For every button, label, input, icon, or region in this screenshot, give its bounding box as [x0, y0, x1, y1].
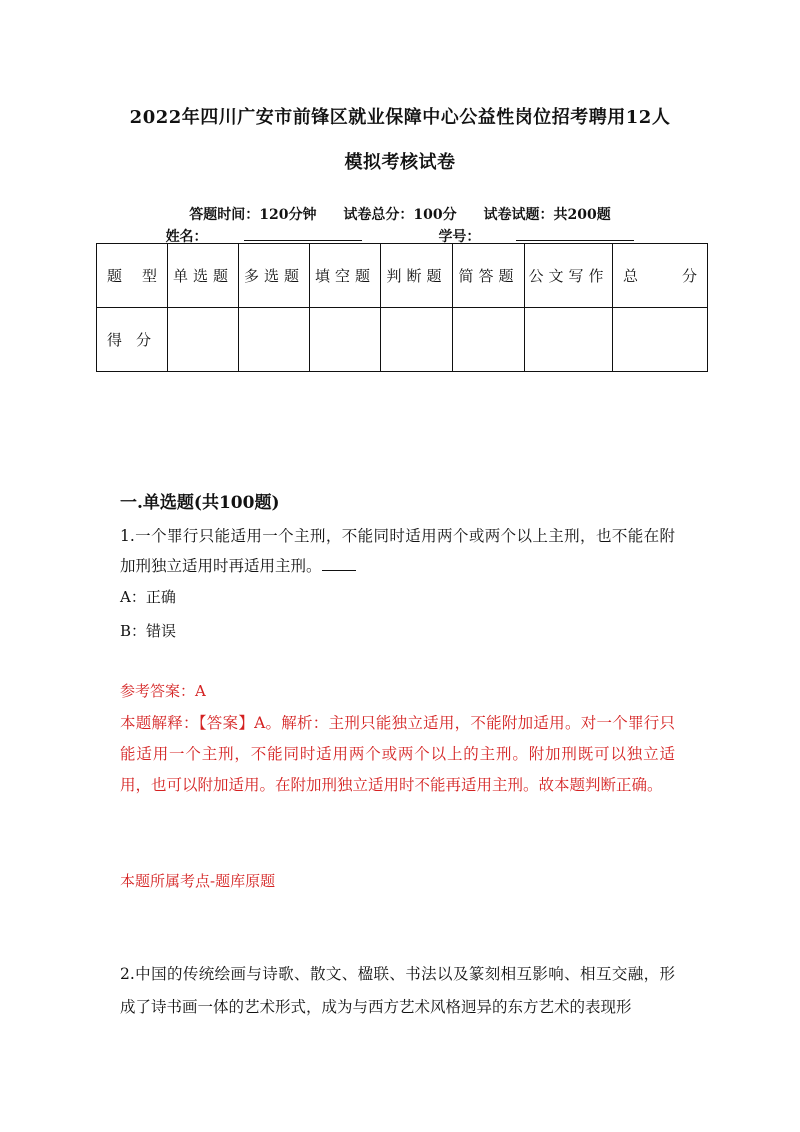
score-cell[interactable]	[381, 308, 453, 372]
score-cell[interactable]	[168, 308, 239, 372]
question-1	[120, 521, 675, 581]
time-info: 答题时间：120分钟	[189, 207, 317, 223]
header-cell: 公文写作	[525, 244, 613, 308]
exam-title-line2: 模拟考核试卷	[344, 152, 456, 173]
total-header-cell: 总 分	[613, 244, 708, 308]
id-label: 学号：	[438, 229, 481, 245]
answer-explanation: 本题解释：【答案】A。解析：主刑只能独立适用，不能附加适用。对一个罪行只能适用一个主刑，不能同时适用两个或两个以上的主刑。附加刑既可以独立适用，也可以附加适用。在附加刑独立适用时不能再适用主刑。故本题判断正确。	[120, 714, 675, 794]
score-table	[96, 243, 708, 372]
score-cell[interactable]	[613, 308, 708, 372]
score-cell[interactable]	[453, 308, 525, 372]
header-cell: 填空题	[310, 244, 381, 308]
score-cell[interactable]	[239, 308, 310, 372]
name-label: 姓名：	[165, 229, 208, 245]
answer-blank	[322, 556, 356, 571]
total-score-info: 试卷总分：100分	[343, 207, 457, 223]
id-blank	[516, 227, 634, 241]
header-cell: 简答题	[453, 244, 525, 308]
type-header-cell: 题 型	[97, 244, 168, 308]
header-cell: 判断题	[381, 244, 453, 308]
score-table-score-row	[97, 308, 708, 372]
exam-info	[0, 204, 800, 224]
total-questions-info: 试卷试题：共200题	[483, 207, 611, 223]
question-2: 2.中国的传统绘画与诗歌、散文、楹联、书法以及篆刻相互影响、相互交融，形成了诗书画一体的艺术形式，成为与西方艺术风格迥异的东方艺术的表现形	[120, 965, 675, 1016]
option-b[interactable]: B：错误	[120, 622, 177, 640]
reference-answer: 参考答案：A	[120, 682, 206, 700]
score-table-header-row	[97, 244, 708, 308]
header-cell: 多选题	[239, 244, 310, 308]
question-1-text: 1.一个罪行只能适用一个主刑，不能同时适用两个或两个以上主刑，也不能在附加刑独立适用时再适用主刑。	[120, 527, 675, 575]
knowledge-point: 本题所属考点-题库原题	[120, 872, 276, 890]
option-a[interactable]: A：正确	[120, 588, 176, 606]
name-blank	[244, 227, 362, 241]
score-cell[interactable]	[310, 308, 381, 372]
score-cell[interactable]	[525, 308, 613, 372]
section-title: 一.单选题(共100题)	[120, 493, 280, 513]
exam-title-line1: 2022年四川广安市前锋区就业保障中心公益性岗位招考聘用12人	[129, 107, 671, 128]
score-label-cell: 得 分	[97, 308, 168, 372]
header-cell: 单选题	[168, 244, 239, 308]
